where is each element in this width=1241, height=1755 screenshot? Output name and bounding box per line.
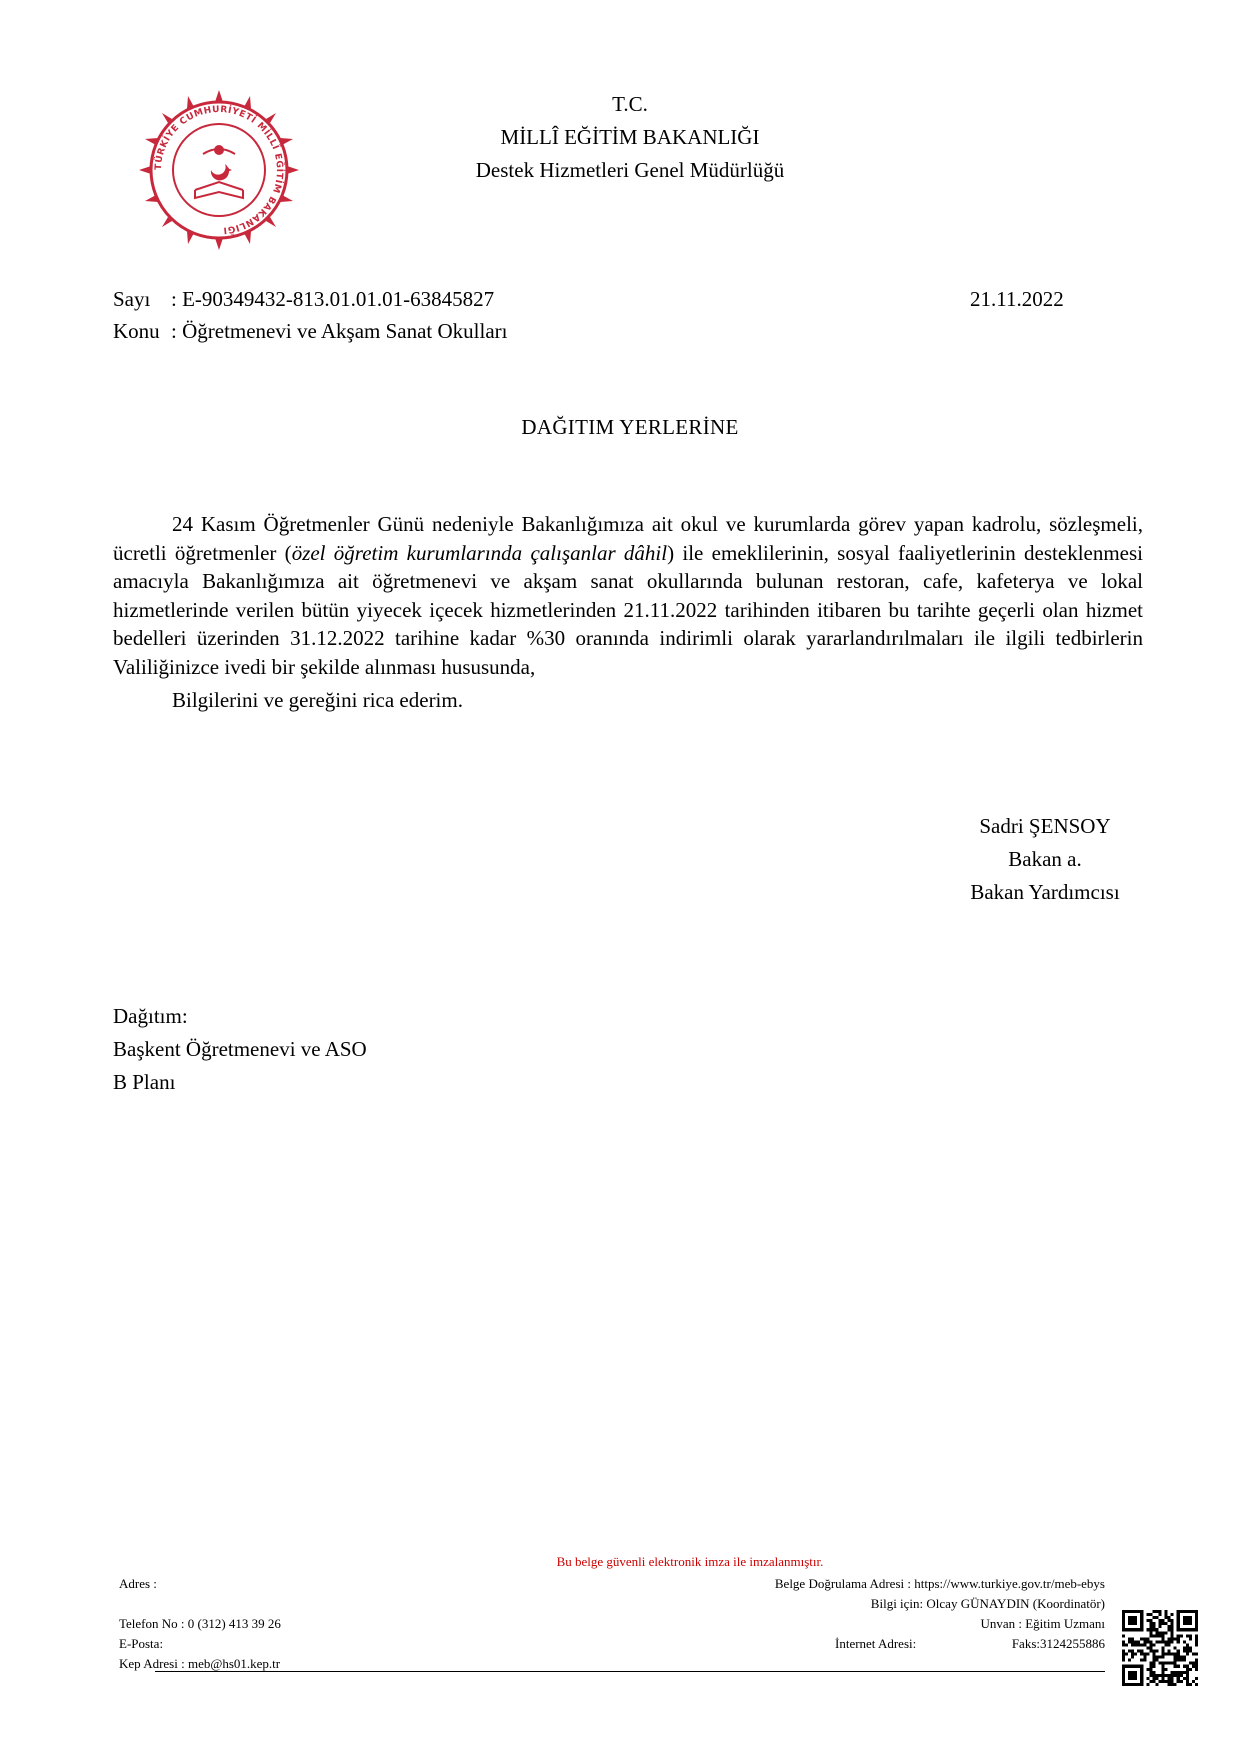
sayi-label: Sayı	[113, 287, 151, 311]
closing-paragraph: Bilgilerini ve gereğini rica ederim.	[172, 687, 463, 712]
signatory-capacity: Bakan a.	[1008, 847, 1082, 871]
addressee-heading: DAĞITIM YERLERİNE	[521, 415, 739, 439]
body-paragraph	[113, 510, 1143, 682]
signatory-title: Bakan Yardımcısı	[970, 880, 1120, 904]
document-date: 21.11.2022	[970, 287, 1064, 311]
letterhead-directorate: Destek Hizmetleri Genel Müdürlüğü	[475, 158, 785, 182]
body-text-part1: 24 Kasım Öğretmenler Günü nedeniyle Bakanlığımıza ait okul ve kurumlarda görev yapan kadrolu, sözleşmeli, ücretli öğretmenler (	[113, 512, 1143, 565]
distribution-item: Başkent Öğretmenevi ve ASO	[113, 1037, 367, 1061]
subject-line	[113, 317, 508, 345]
footer-verification	[620, 1574, 1105, 1654]
distribution-label: Dağıtım:	[113, 1004, 188, 1028]
esignature-notice: Bu belge güvenli elektronik imza ile imzalanmıştır.	[556, 1554, 824, 1569]
footer-phone: Telefon No : 0 (312) 413 39 26	[119, 1616, 281, 1631]
distribution-list	[113, 1000, 367, 1099]
letterhead-tc: T.C.	[612, 92, 648, 116]
footer-internet-fax-row	[620, 1634, 1105, 1654]
footer-title: Unvan : Eğitim Uzmanı	[980, 1616, 1105, 1631]
letterhead	[400, 88, 860, 187]
footer-address: Adres :	[119, 1576, 157, 1591]
signature-block	[920, 810, 1170, 909]
signatory-name: Sadri ŞENSOY	[979, 814, 1111, 838]
footer-contact-person: Bilgi için: Olcay GÜNAYDIN (Koordinatör)	[870, 1596, 1105, 1611]
seal-ring-text: TÜRKİYE CUMHURİYETİ MİLLÎ EĞİTİM BAKANLIĞI	[153, 104, 285, 235]
footer-contact	[119, 1574, 281, 1674]
footer-divider	[155, 1671, 1105, 1672]
reference-number-line	[113, 285, 494, 313]
qr-code-icon	[1122, 1610, 1198, 1686]
footer-internet-address: İnternet Adresi:	[835, 1636, 917, 1651]
konu-label: Konu	[113, 319, 160, 343]
footer-fax: Faks:3124255886	[1011, 1636, 1105, 1651]
letterhead-ministry: MİLLÎ EĞİTİM BAKANLIĞI	[500, 125, 760, 149]
footer-email: E-Posta:	[119, 1636, 164, 1651]
body-italic-note: özel öğretim kurumlarında çalışanlar dâhil	[291, 540, 668, 565]
distribution-item: B Planı	[113, 1070, 176, 1094]
ministry-seal-logo	[137, 88, 301, 252]
body-text-part2: ) ile emeklilerinin, sosyal faaliyetlerinin desteklenmesi amacıyla Bakanlığımıza ait öğretmenevi ve akşam sanat okullarında bulunan restoran, cafe, kafeterya ve lokal hizmetlerinde verilen bütün yiyecek içecek hizmetlerinden 21.11.2022 tarihinden itibaren bu tarihte geçerli olan hizmet bedelleri üzerinden 31.12.2022 tarihine kadar %30 oranında indirimli olarak yararlandırılmaları ile ilgili tedbirlerin Valiliğinizce ivedi bir şekilde alınması hususunda,	[113, 540, 1144, 679]
sayi-value: : E-90349432-813.01.01.01-63845827	[171, 287, 495, 311]
footer-kep-address: Kep Adresi : meb@hs01.kep.tr	[119, 1656, 281, 1671]
footer-verification-url[interactable]: Belge Doğrulama Adresi : https://www.turkiye.gov.tr/meb-ebys	[774, 1576, 1105, 1591]
konu-value: : Öğretmenevi ve Akşam Sanat Okulları	[171, 319, 508, 343]
letter-body	[113, 510, 1143, 714]
